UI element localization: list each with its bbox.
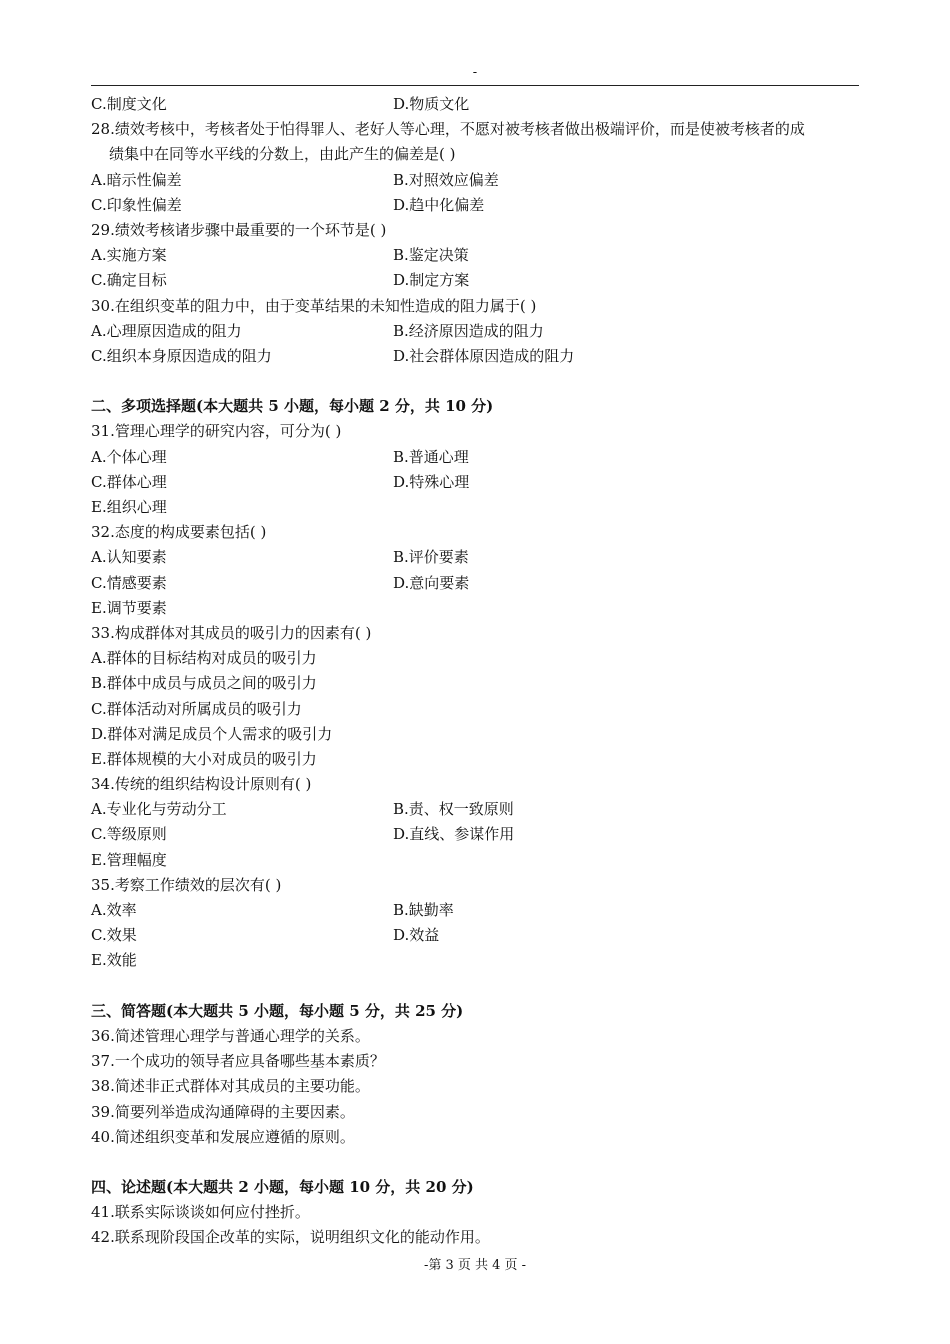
section-heading: 四、论述题(本大题共 2 小题，每小题 10 分，共 20 分)	[91, 1178, 474, 1197]
option-left: C.组织本身原因造成的阻力	[91, 346, 272, 365]
option-left: A.效率	[91, 901, 137, 919]
header-rule	[91, 85, 859, 86]
text-line: 29.绩效考核诸步骤中最重要的一个环节是( )	[91, 220, 387, 239]
option-row	[91, 92, 861, 117]
text-line: E.效能	[91, 951, 137, 970]
text-line: 37.一个成功的领导者应具备哪些基本素质？	[91, 1052, 385, 1071]
option-right: D.特殊心理	[393, 472, 470, 491]
option-left: A.认知要素	[91, 548, 167, 567]
exam-content	[91, 92, 861, 1251]
text-line: 28.绩效考核中，考核者处于怕得罪人、老好人等心理，不愿对被考核者做出极端评价，而是使被考核者的成	[91, 120, 805, 139]
text-line: 34.传统的组织结构设计原则有( )	[91, 775, 312, 794]
option-left: A.专业化与劳动分工	[91, 800, 227, 819]
option-right: B.缺勤率	[393, 901, 454, 919]
option-right: D.意向要素	[393, 573, 470, 592]
option-row	[91, 445, 861, 470]
option-row	[91, 193, 861, 218]
text-line: 31.管理心理学的研究内容，可分为( )	[91, 422, 342, 441]
section-gap	[91, 369, 861, 394]
option-right: B.经济原因造成的阻力	[393, 321, 544, 340]
text-line: 39.简要列举造成沟通障碍的主要因素。	[91, 1102, 355, 1121]
option-row	[91, 797, 861, 822]
option-left: C.制度文化	[91, 95, 167, 113]
option-right: D.趋中化偏差	[393, 195, 485, 214]
text-line: 42.联系现阶段国企改革的实际，说明组织文化的能动作用。	[91, 1228, 490, 1247]
option-left: A.心理原因造成的阻力	[91, 321, 242, 340]
text-line: D.群体对满足成员个人需求的吸引力	[91, 724, 333, 743]
section-gap	[91, 1150, 861, 1175]
option-row	[91, 545, 861, 570]
text-line: E.管理幅度	[91, 850, 167, 869]
option-right: D.物质文化	[393, 95, 470, 113]
option-row	[91, 319, 861, 344]
option-right: D.直线、参谋作用	[393, 825, 515, 844]
option-left: C.群体心理	[91, 472, 167, 491]
text-line: E.调节要素	[91, 598, 167, 617]
option-right: D.效益	[393, 926, 440, 945]
option-left: C.情感要素	[91, 573, 167, 592]
text-line: 41.联系实际谈谈如何应付挫折。	[91, 1203, 310, 1222]
text-line: E.群体规模的大小对成员的吸引力	[91, 749, 317, 768]
option-right: B.评价要素	[393, 548, 469, 567]
text-line: C.群体活动对所属成员的吸引力	[91, 699, 302, 718]
page-header-mark: -	[472, 65, 478, 80]
option-left: A.实施方案	[91, 246, 167, 265]
option-row	[91, 344, 861, 369]
option-right: B.责、权一致原则	[393, 800, 514, 819]
option-left: C.等级原则	[91, 825, 167, 844]
option-row	[91, 470, 861, 495]
text-line: 32.态度的构成要素包括( )	[91, 523, 267, 542]
question-continuation: 绩集中在同等水平线的分数上，由此产生的偏差是( )	[109, 145, 456, 164]
option-left: A.暗示性偏差	[91, 170, 182, 189]
option-left: C.效果	[91, 926, 137, 945]
page-footer: -第 3 页 共 4 页 -	[423, 1258, 527, 1273]
section-heading: 二、多项选择题(本大题共 5 小题，每小题 2 分，共 10 分)	[91, 397, 494, 416]
option-right: B.普通心理	[393, 447, 469, 466]
text-line: B.群体中成员与成员之间的吸引力	[91, 674, 317, 693]
option-row	[91, 571, 861, 596]
option-row	[91, 822, 861, 847]
option-left: A.个体心理	[91, 447, 167, 466]
text-line: A.群体的目标结构对成员的吸引力	[91, 649, 317, 668]
text-line: 35.考察工作绩效的层次有( )	[91, 875, 282, 894]
option-right: B.鉴定决策	[393, 246, 469, 265]
text-line: E.组织心理	[91, 498, 167, 516]
text-line: 33.构成群体对其成员的吸引力的因素有( )	[91, 623, 372, 642]
text-line: 30.在组织变革的阻力中，由于变革结果的未知性造成的阻力属于( )	[91, 296, 537, 315]
text-line: 36.简述管理心理学与普通心理学的关系。	[91, 1026, 370, 1045]
text-line: 40.简述组织变革和发展应遵循的原则。	[91, 1127, 355, 1146]
option-left: C.确定目标	[91, 271, 167, 290]
option-right: B.对照效应偏差	[393, 170, 499, 189]
option-row	[91, 243, 861, 268]
option-left: C.印象性偏差	[91, 195, 182, 214]
option-row	[91, 898, 861, 923]
option-row	[91, 268, 861, 293]
option-row	[91, 923, 861, 948]
section-gap	[91, 974, 861, 999]
text-line: 38.简述非正式群体对其成员的主要功能。	[91, 1077, 370, 1096]
option-right: D.制定方案	[393, 271, 470, 290]
section-heading: 三、简答题(本大题共 5 小题，每小题 5 分，共 25 分)	[91, 1001, 464, 1020]
option-row	[91, 168, 861, 193]
option-right: D.社会群体原因造成的阻力	[393, 346, 575, 365]
